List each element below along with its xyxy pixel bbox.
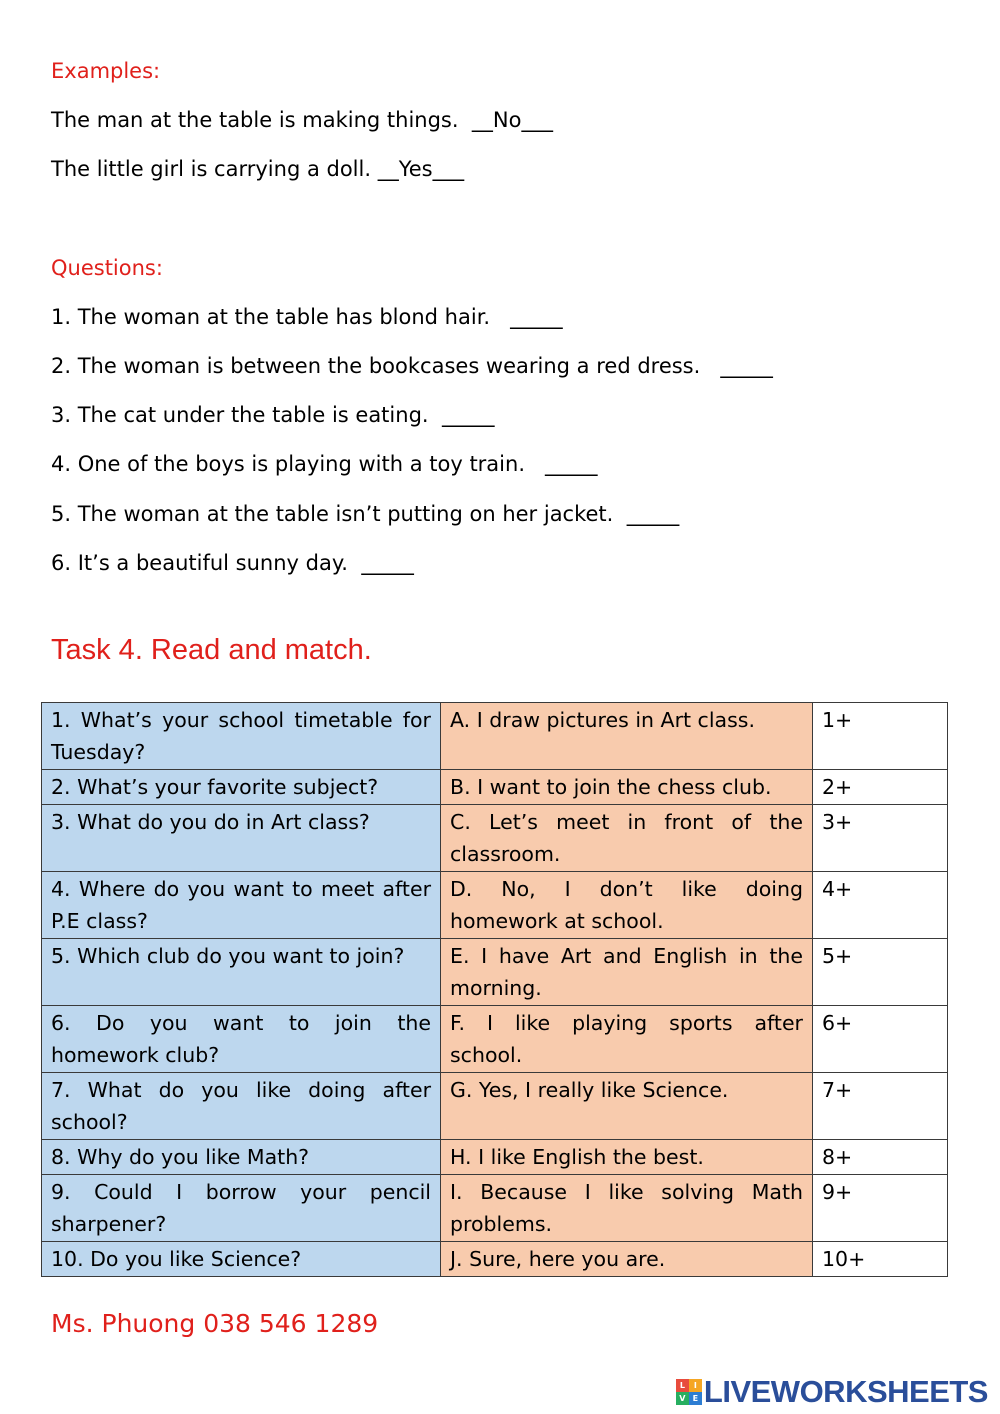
number-cell[interactable]: 9+ [813, 1175, 948, 1242]
logo-mark-letter: I [689, 1379, 702, 1392]
match-row [42, 939, 948, 1006]
task4-title: Task 4. Read and match. [51, 634, 372, 666]
answer-cell: J. Sure, here you are. [441, 1242, 813, 1277]
answer-cell: H. I like English the best. [441, 1140, 813, 1175]
number-cell[interactable]: 7+ [813, 1073, 948, 1140]
number-cell[interactable]: 1+ [813, 703, 948, 770]
match-row [42, 805, 948, 872]
answer-blank[interactable]: _____ [720, 354, 773, 378]
example-text: The little girl is carrying a doll. [51, 157, 372, 181]
question-item [51, 450, 598, 478]
question-cell: 9. Could I borrow your pencil sharpener? [42, 1175, 441, 1242]
number-cell[interactable]: 10+ [813, 1242, 948, 1277]
answer-blank[interactable]: _____ [361, 551, 414, 575]
questions-heading: Questions: [51, 256, 163, 280]
match-row [42, 1175, 948, 1242]
example-item [51, 106, 553, 134]
question-cell: 5. Which club do you want to join? [42, 939, 441, 1006]
question-text: 6. It’s a beautiful sunny day. [51, 551, 348, 575]
logo-mark-letter: L [676, 1379, 689, 1392]
author-contact: Ms. Phuong 038 546 1289 [51, 1309, 379, 1338]
question-text: 5. The woman at the table isn’t putting on her jacket. [51, 502, 614, 526]
match-row [42, 872, 948, 939]
example-answer: __No___ [471, 108, 553, 132]
match-row [42, 770, 948, 805]
question-item [51, 401, 494, 429]
answer-cell: F. I like playing sports after school. [441, 1006, 813, 1073]
question-cell: 10. Do you like Science? [42, 1242, 441, 1277]
number-cell[interactable]: 6+ [813, 1006, 948, 1073]
question-text: 1. The woman at the table has blond hair. [51, 305, 491, 329]
example-text: The man at the table is making things. [51, 108, 459, 132]
answer-cell: G. Yes, I really like Science. [441, 1073, 813, 1140]
match-row [42, 1140, 948, 1175]
question-cell: 3. What do you do in Art class? [42, 805, 441, 872]
logo-text: LIVEWORKSHEETS [703, 1374, 988, 1409]
answer-cell: E. I have Art and English in the morning. [441, 939, 813, 1006]
answer-blank[interactable]: _____ [510, 305, 563, 329]
question-text: 4. One of the boys is playing with a toy train. [51, 452, 525, 476]
logo-mark-letter: E [689, 1392, 702, 1405]
answer-blank[interactable]: _____ [626, 502, 680, 526]
examples-heading: Examples: [51, 59, 161, 83]
logo-mark-letter: V [676, 1392, 689, 1405]
question-item [51, 352, 773, 380]
number-cell[interactable]: 2+ [813, 770, 948, 805]
number-cell[interactable]: 5+ [813, 939, 948, 1006]
answer-cell: I. Because I like solving Math problems. [441, 1175, 813, 1242]
answer-cell: B. I want to join the chess club. [441, 770, 813, 805]
example-answer: __Yes___ [377, 157, 465, 181]
question-cell: 7. What do you like doing after school? [42, 1073, 441, 1140]
question-text: 3. The cat under the table is eating. [51, 403, 429, 427]
question-item [51, 500, 679, 528]
question-cell: 8. Why do you like Math? [42, 1140, 441, 1175]
answer-cell: D. No, I don’t like doing homework at school. [441, 872, 813, 939]
match-row [42, 1073, 948, 1140]
liveworksheets-mark-icon [676, 1379, 702, 1405]
match-table [41, 702, 948, 1277]
liveworksheets-logo [676, 1374, 988, 1410]
number-cell[interactable]: 3+ [813, 805, 948, 872]
example-item [51, 155, 464, 183]
question-cell: 2. What’s your favorite subject? [42, 770, 441, 805]
answer-cell: C. Let’s meet in front of the classroom. [441, 805, 813, 872]
answer-blank[interactable]: _____ [441, 403, 495, 427]
answer-cell: A. I draw pictures in Art class. [441, 703, 813, 770]
match-row [42, 703, 948, 770]
number-cell[interactable]: 4+ [813, 872, 948, 939]
number-cell[interactable]: 8+ [813, 1140, 948, 1175]
question-item [51, 303, 563, 331]
question-cell: 1. What’s your school timetable for Tuesday? [42, 703, 441, 770]
question-text: 2. The woman is between the bookcases wearing a red dress. [51, 354, 701, 378]
question-cell: 4. Where do you want to meet after P.E class? [42, 872, 441, 939]
match-row [42, 1006, 948, 1073]
match-row [42, 1242, 948, 1277]
question-cell: 6. Do you want to join the homework club? [42, 1006, 441, 1073]
question-item [51, 549, 414, 577]
answer-blank[interactable]: _____ [545, 452, 598, 476]
